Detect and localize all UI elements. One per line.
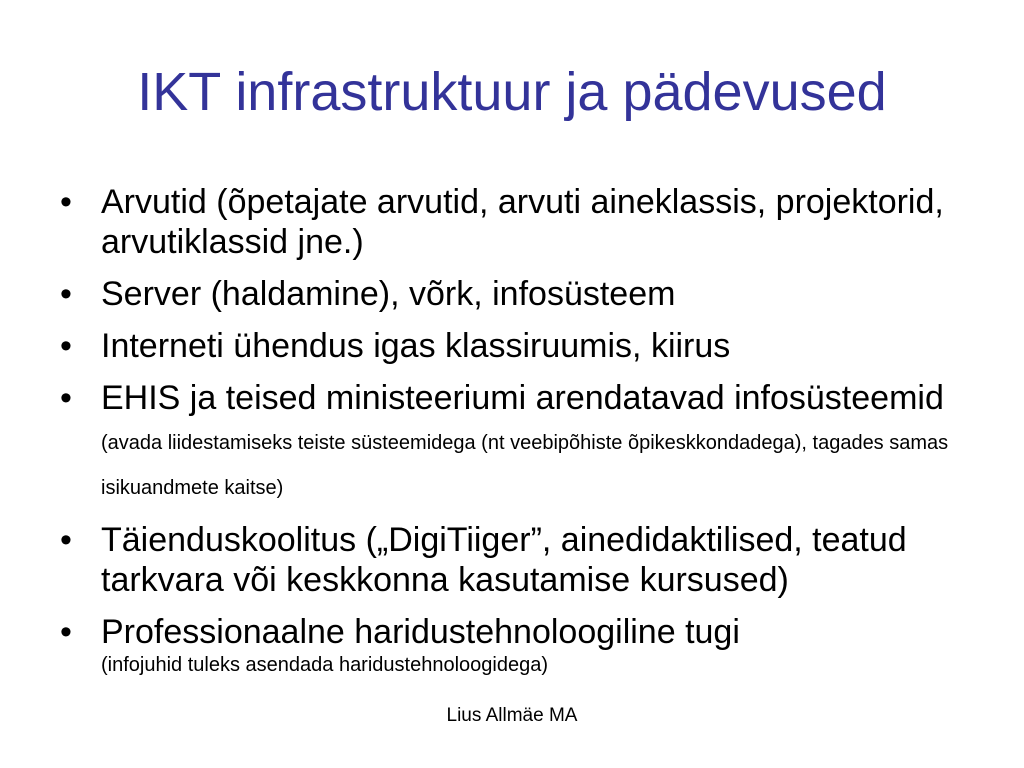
bullet-list — [60, 182, 960, 690]
bullet-item-computers — [60, 182, 960, 262]
bullet-point-icon: • — [60, 613, 72, 651]
bullet-text: Professionaalne haridustehnoloogiline tugi — [101, 613, 740, 651]
bullet-item-server — [60, 274, 960, 314]
bullet-item-internet — [60, 326, 960, 366]
bullet-point-icon: • — [60, 327, 72, 365]
bullet-text: Arvutid (õpetajate arvutid, arvuti aineklassis, projektorid, arvutiklassid jne.) — [101, 183, 944, 261]
bullet-text: EHIS ja teised ministeeriumi arendatavad infosüsteemid — [101, 379, 944, 417]
bullet-point-icon: • — [60, 521, 72, 559]
bullet-item-ehis — [60, 378, 960, 508]
slide-title: IKT infrastruktuur ja pädevused — [137, 62, 887, 122]
bullet-text: Interneti ühendus igas klassiruumis, kiirus — [101, 327, 731, 365]
bullet-point-icon: • — [60, 275, 72, 313]
bullet-note: (infojuhid tuleks asendada haridustehnoloogidega) — [101, 654, 548, 676]
bullet-point-icon: • — [60, 379, 72, 417]
bullet-text: Server (haldamine), võrk, infosüsteem — [101, 275, 676, 313]
bullet-item-support — [60, 612, 960, 678]
bullet-text: Täienduskoolitus („DigiTiiger”, ainedidaktilised, teatud tarkvara või keskkonna kasutamise kursused) — [101, 521, 907, 599]
slide-footer: Lius Allmäe MA — [446, 705, 578, 726]
bullet-item-training — [60, 520, 960, 600]
bullet-note: (avada liidestamiseks teiste süsteemidega (nt veebipõhiste õpikeskkondadega), tagades samas isikuandmete kaitse) — [101, 432, 949, 499]
bullet-point-icon: • — [60, 183, 72, 221]
